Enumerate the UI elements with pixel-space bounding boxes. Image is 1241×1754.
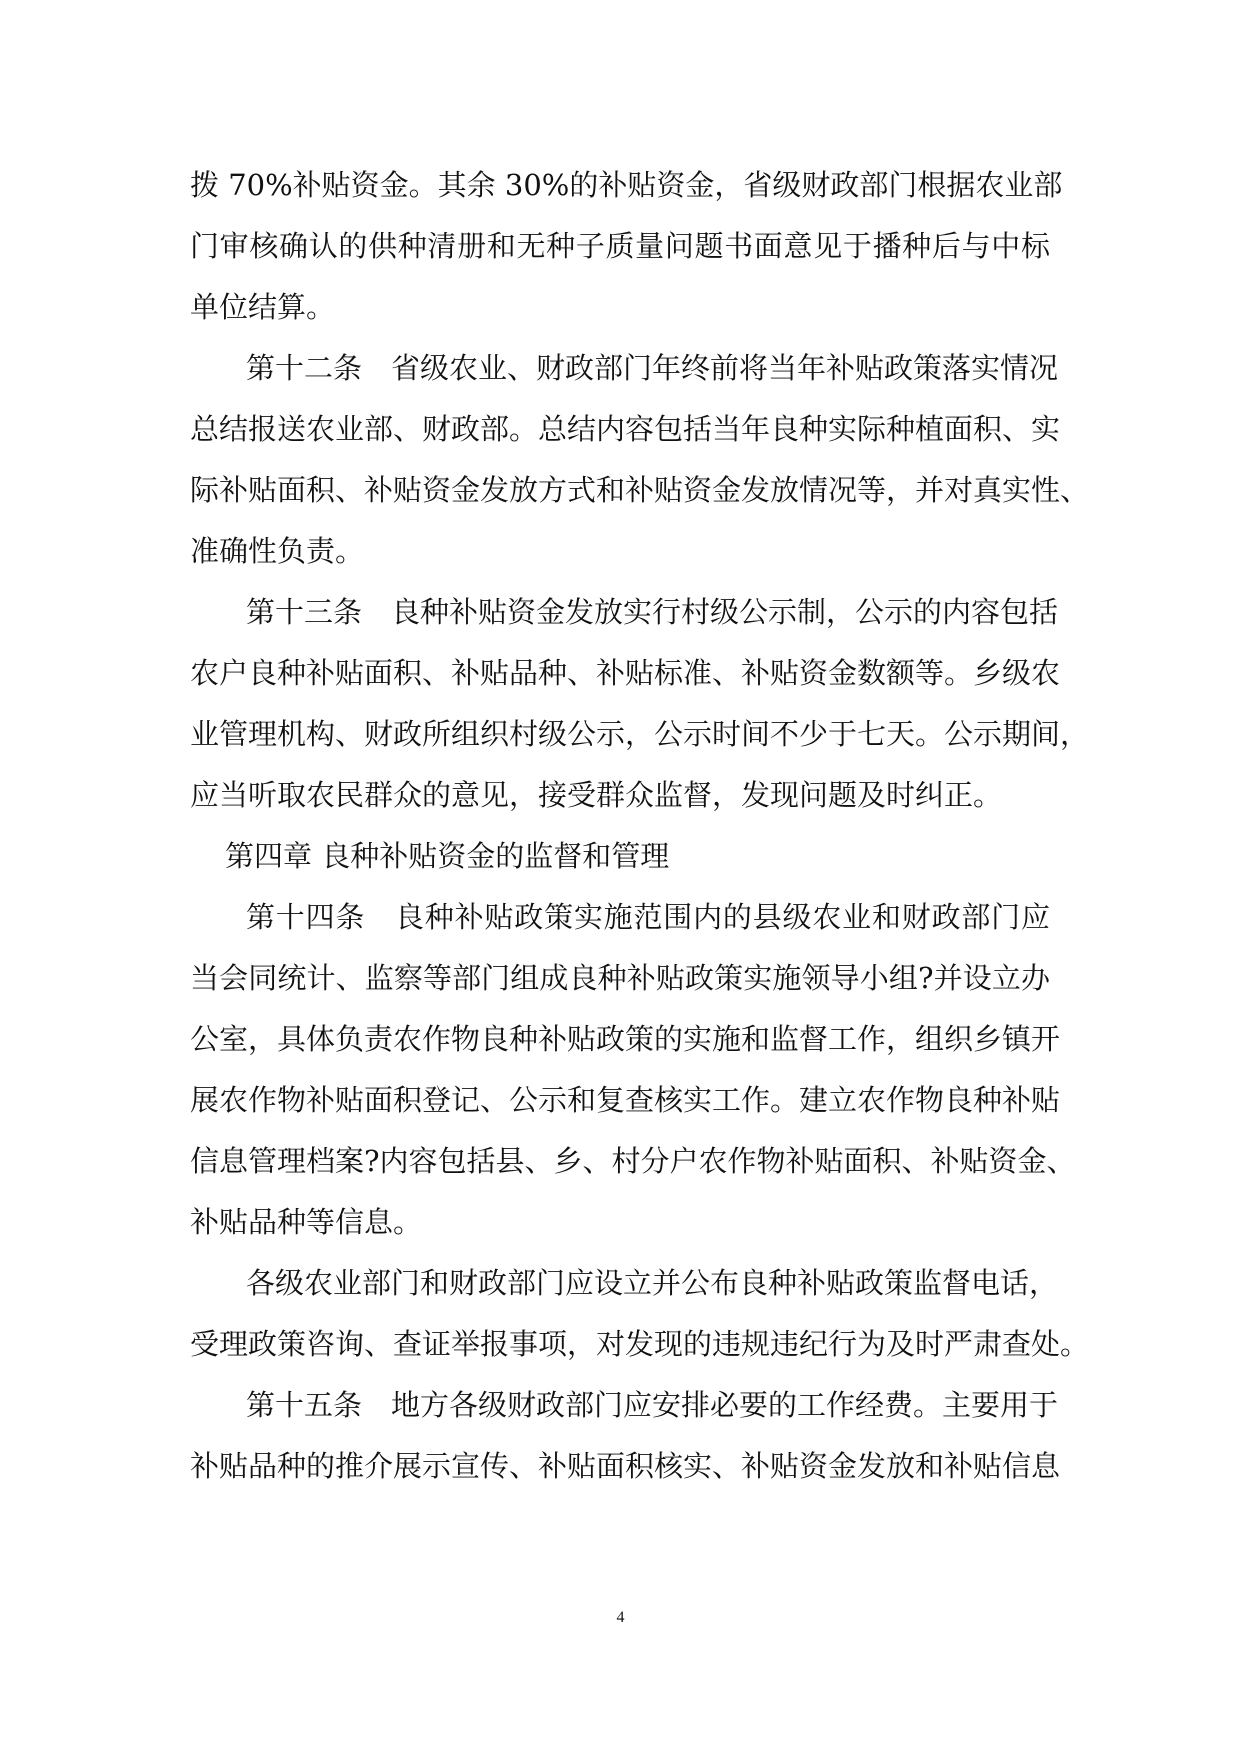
body-text-line: 信息管理档案?内容包括县、乡、村分户农作物补贴面积、补贴资金、 xyxy=(190,1144,1076,1178)
article-12-first-line: 第十二条 省级农业、财政部门年终前将当年补贴政策落实情况 xyxy=(246,351,1059,385)
body-text-line: 当会同统计、监察等部门组成良种补贴政策实施领导小组?并设立办 xyxy=(190,961,1050,995)
body-text-line: 单位结算。 xyxy=(190,290,336,324)
body-text-line: 补贴品种等信息。 xyxy=(190,1205,423,1239)
article-13-first-line: 第十三条 良种补贴资金发放实行村级公示制，公示的内容包括 xyxy=(246,595,1059,629)
body-text-line: 拨 70%补贴资金。其余 30%的补贴资金，省级财政部门根据农业部 xyxy=(190,168,1063,202)
body-text-line: 补贴品种的推介展示宣传、补贴面积核实、补贴资金发放和补贴信息 xyxy=(190,1449,1061,1483)
body-text-line: 展农作物补贴面积登记、公示和复查核实工作。建立农作物良种补贴 xyxy=(190,1083,1061,1117)
body-text-line: 总结报送农业部、财政部。总结内容包括当年良种实际种植面积、实 xyxy=(190,412,1061,446)
page-number: 4 xyxy=(616,1609,625,1626)
body-text-line: 门审核确认的供种清册和无种子质量问题书面意见于播种后与中标 xyxy=(190,229,1050,263)
body-text-line: 际补贴面积、补贴资金发放方式和补贴资金发放情况等，并对真实性、 xyxy=(190,473,1090,507)
body-text-line: 业管理机构、财政所组织村级公示，公示时间不少于七天。公示期间， xyxy=(190,717,1090,751)
body-text-line: 受理政策咨询、查证举报事项，对发现的违规违纪行为及时严肃查处。 xyxy=(190,1327,1090,1361)
body-text-line: 准确性负责。 xyxy=(190,534,365,568)
article-14-first-line: 第十四条 良种补贴政策实施范围内的县级农业和财政部门应 xyxy=(246,900,1050,934)
body-text-line: 应当听取农民群众的意见，接受群众监督，发现问题及时纠正。 xyxy=(190,778,1003,812)
paragraph-first-line: 各级农业部门和财政部门应设立并公布良种补贴政策监督电话， xyxy=(246,1266,1059,1300)
body-text-line: 公室，具体负责农作物良种补贴政策的实施和监督工作，组织乡镇开 xyxy=(190,1022,1061,1056)
body-text-line: 农户良种补贴面积、补贴品种、补贴标准、补贴资金数额等。乡级农 xyxy=(190,656,1061,690)
chapter-heading: 第四章 良种补贴资金的监督和管理 xyxy=(225,839,670,873)
article-15-first-line: 第十五条 地方各级财政部门应安排必要的工作经费。主要用于 xyxy=(246,1388,1059,1422)
